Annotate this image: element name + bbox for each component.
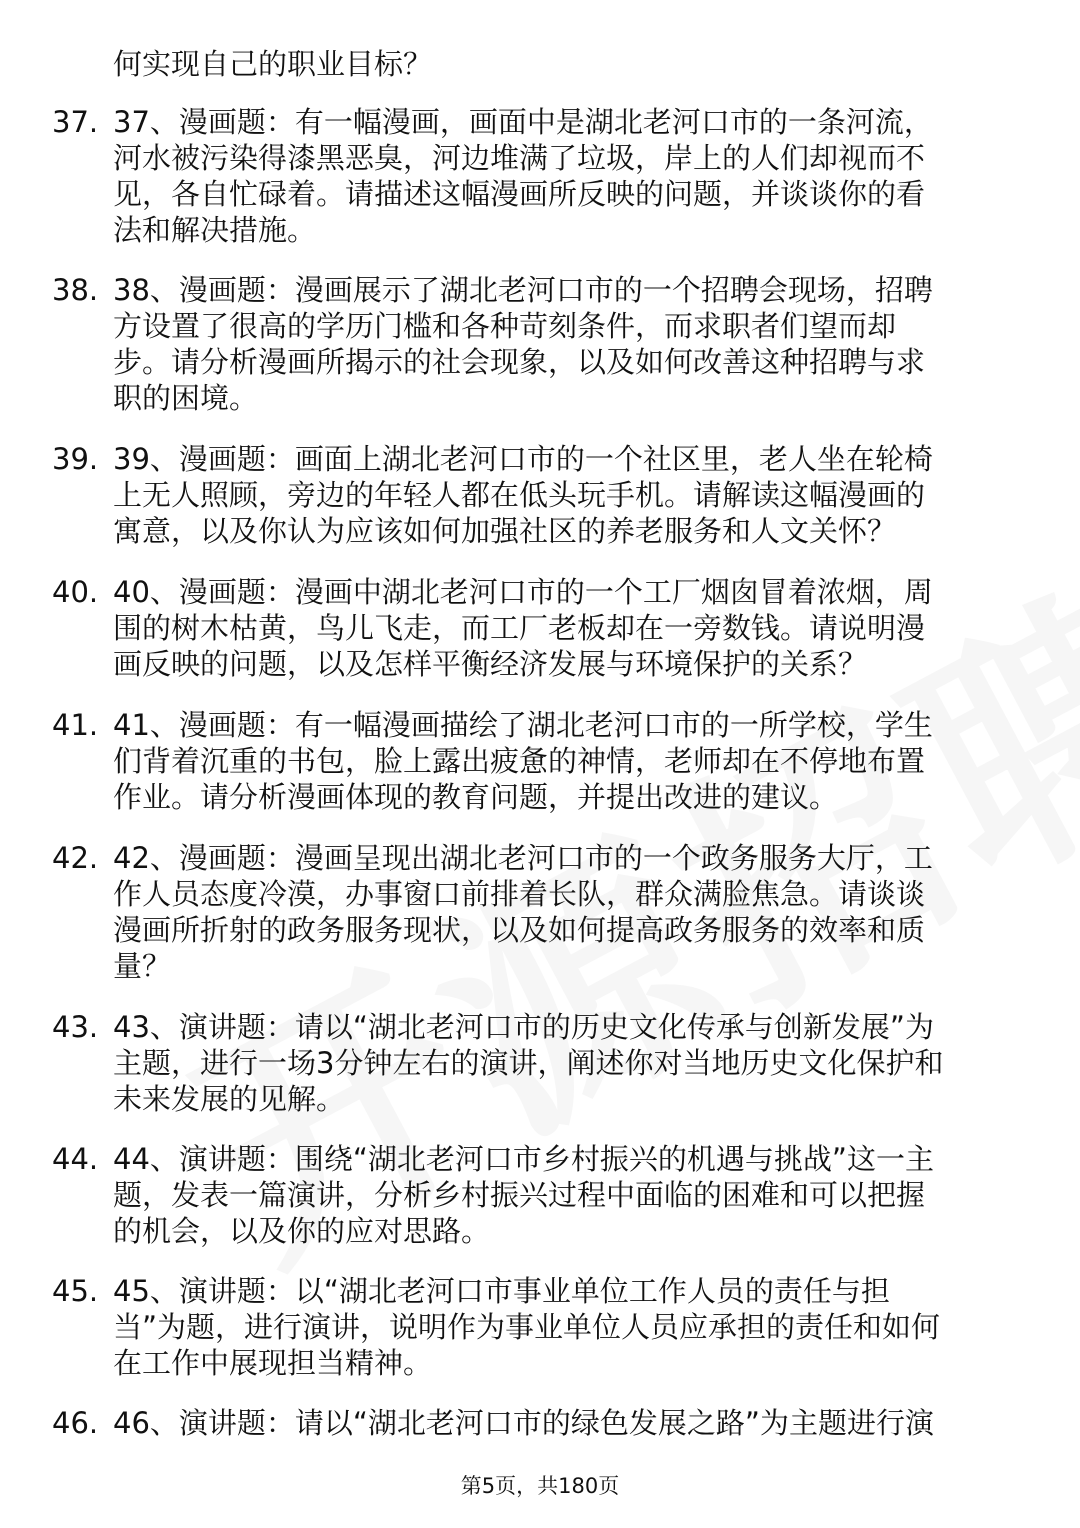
question-line: 46、演讲题：请以“湖北老河口市的绿色发展之路”为主题进行演 bbox=[113, 1406, 934, 1440]
question-line: 画反映的问题，以及怎样平衡经济发展与环境保护的关系？ bbox=[113, 647, 868, 681]
question-number: 38. bbox=[52, 273, 99, 307]
question-line: 43、演讲题：请以“湖北老河口市的历史文化传承与创新发展”为 bbox=[113, 1010, 934, 1044]
question-number: 37. bbox=[52, 105, 99, 139]
question-line: 们背着沉重的书包，脸上露出疲惫的神情，老师却在不停地布置 bbox=[113, 744, 926, 778]
question-line: 漫画所折射的政务服务现状，以及如何提高政务服务的效率和质 bbox=[113, 913, 926, 947]
question-number: 41. bbox=[52, 708, 99, 742]
question-line: 职的困境。 bbox=[113, 381, 259, 415]
question-line: 40、漫画题：漫画中湖北老河口市的一个工厂烟囱冒着浓烟，周 bbox=[113, 575, 933, 609]
question-line: 的机会，以及你的应对思路。 bbox=[113, 1214, 491, 1248]
page-footer: 第5页，共180页 bbox=[460, 1474, 620, 1498]
question-number: 40. bbox=[52, 575, 99, 609]
question-line: 围的树木枯黄，鸟儿飞走，而工厂老板却在一旁数钱。请说明漫 bbox=[113, 611, 926, 645]
question-line: 主题，进行一场3分钟左右的演讲，阐述你对当地历史文化保护和 bbox=[113, 1046, 944, 1080]
question-line: 44、演讲题：围绕“湖北老河口市乡村振兴的机遇与挑战”这一主 bbox=[113, 1142, 934, 1176]
question-line: 见，各自忙碌着。请描述这幅漫画所反映的问题，并谈谈你的看 bbox=[113, 177, 926, 211]
question-line: 39、漫画题：画面上湖北老河口市的一个社区里，老人坐在轮椅 bbox=[113, 442, 933, 476]
question-line: 41、漫画题：有一幅漫画描绘了湖北老河口市的一所学校，学生 bbox=[113, 708, 933, 742]
question-number: 46. bbox=[52, 1406, 99, 1440]
question-number: 39. bbox=[52, 442, 99, 476]
question-number: 44. bbox=[52, 1142, 99, 1176]
question-number: 45. bbox=[52, 1274, 99, 1308]
question-line: 题，发表一篇演讲，分析乡村振兴过程中面临的困难和可以把握 bbox=[113, 1178, 926, 1212]
question-line: 42、漫画题：漫画呈现出湖北老河口市的一个政务服务大厅，工 bbox=[113, 841, 933, 875]
question-line: 45、演讲题：以“湖北老河口市事业单位工作人员的责任与担 bbox=[113, 1274, 890, 1308]
question-line: 量？ bbox=[113, 949, 172, 983]
carry-over-line: 何实现自己的职业目标？ bbox=[113, 47, 433, 81]
question-line: 当”为题，进行演讲，说明作为事业单位人员应承担的责任和如何 bbox=[113, 1310, 941, 1344]
question-line: 37、漫画题：有一幅漫画，画面中是湖北老河口市的一条河流， bbox=[113, 105, 933, 139]
question-line: 作人员态度冷漠，办事窗口前排着长队，群众满脸焦急。请谈谈 bbox=[113, 877, 926, 911]
question-line: 作业。请分析漫画体现的教育问题，并提出改进的建议。 bbox=[113, 780, 839, 814]
question-line: 方设置了很高的学历门槛和各种苛刻条件，而求职者们望而却 bbox=[113, 309, 897, 343]
question-number: 43. bbox=[52, 1010, 99, 1044]
question-line: 寓意，以及你认为应该如何加强社区的养老服务和人文关怀？ bbox=[113, 514, 897, 548]
question-line: 法和解决措施。 bbox=[113, 213, 317, 247]
question-number: 42. bbox=[52, 841, 99, 875]
question-line: 河水被污染得漆黑恶臭，河边堆满了垃圾，岸上的人们却视而不 bbox=[113, 141, 926, 175]
question-line: 在工作中展现担当精神。 bbox=[113, 1346, 433, 1380]
question-line: 步。请分析漫画所揭示的社会现象，以及如何改善这种招聘与求 bbox=[113, 345, 926, 379]
question-line: 上无人照顾，旁边的年轻人都在低头玩手机。请解读这幅漫画的 bbox=[113, 478, 926, 512]
question-line: 38、漫画题：漫画展示了湖北老河口市的一个招聘会现场，招聘 bbox=[113, 273, 933, 307]
question-line: 未来发展的见解。 bbox=[113, 1082, 346, 1116]
